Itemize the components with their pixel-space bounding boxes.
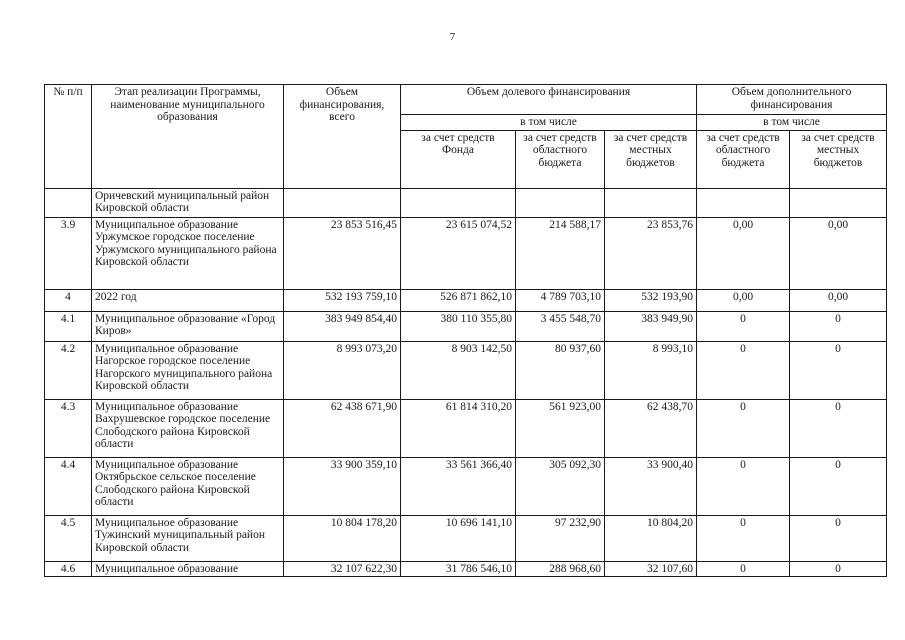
table-row: 4.2 Муниципальное образование Нагорское городское поселение Нагорского муниципального района Кировской области 8 993 073,20 8 903 142,50 80 937,60 8 993,10 0 0 <box>45 341 887 399</box>
table-row: Оричевский муниципальный район Кировской области <box>45 188 887 217</box>
header-sub-extra-local: за счет средств местных бюджетов <box>790 130 887 188</box>
header-extra-group: Объем дополнительного финансирования <box>697 85 887 115</box>
table-row: 3.9 Муниципальное образование Уржумское городское поселение Уржумского муниципального района Кировской области 23 853 516,45 23 615 074,52 214 588,17 23 853,76 0,00 0,00 <box>45 217 887 289</box>
header-share-group: Объем долевого финансирования <box>401 85 697 115</box>
header-sub-regional: за счет средств областного бюджета <box>516 130 605 188</box>
header-stage: Этап реализации Программы, наименование муниципального образования <box>92 85 284 189</box>
table-row: 4 2022 год 532 193 759,10 526 871 862,10 4 789 703,10 532 193,90 0,00 0,00 <box>45 289 887 311</box>
header-sub-fund: за счет средств Фонда <box>401 130 516 188</box>
page-number: 7 <box>449 31 456 43</box>
header-total: Объем финансирования, всего <box>284 85 401 189</box>
table-row: 4.1 Муниципальное образование «Город Киров» 383 949 854,40 380 110 355,80 3 455 548,70 383 949,90 0 0 <box>45 311 887 341</box>
header-extra-incl: в том числе <box>697 115 887 131</box>
header-sub-extra-regional: за счет средств областного бюджета <box>697 130 790 188</box>
financing-table <box>44 84 887 577</box>
table-row: 4.5 Муниципальное образование Тужинский муниципальный район Кировской области 10 804 178,20 10 696 141,10 97 232,90 10 804,20 0 0 <box>45 515 887 561</box>
header-num: № п/п <box>45 85 92 189</box>
table-row: 4.4 Муниципальное образование Октябрьское сельское поселение Слободского района Кировской области 33 900 359,10 33 561 366,40 305 092,30 33 900,40 0 0 <box>45 457 887 515</box>
header-share-incl: в том числе <box>401 115 697 131</box>
header-sub-local: за счет средств местных бюджетов <box>605 130 697 188</box>
table-row: 4.6 Муниципальное образование 32 107 622,30 31 786 546,10 288 968,60 32 107,60 0 0 <box>45 561 887 577</box>
table-row: 4.3 Муниципальное образование Вахрушевское городское поселение Слободского района Кировской области 62 438 671,90 61 814 310,20 561 923,00 62 438,70 0 0 <box>45 399 887 457</box>
